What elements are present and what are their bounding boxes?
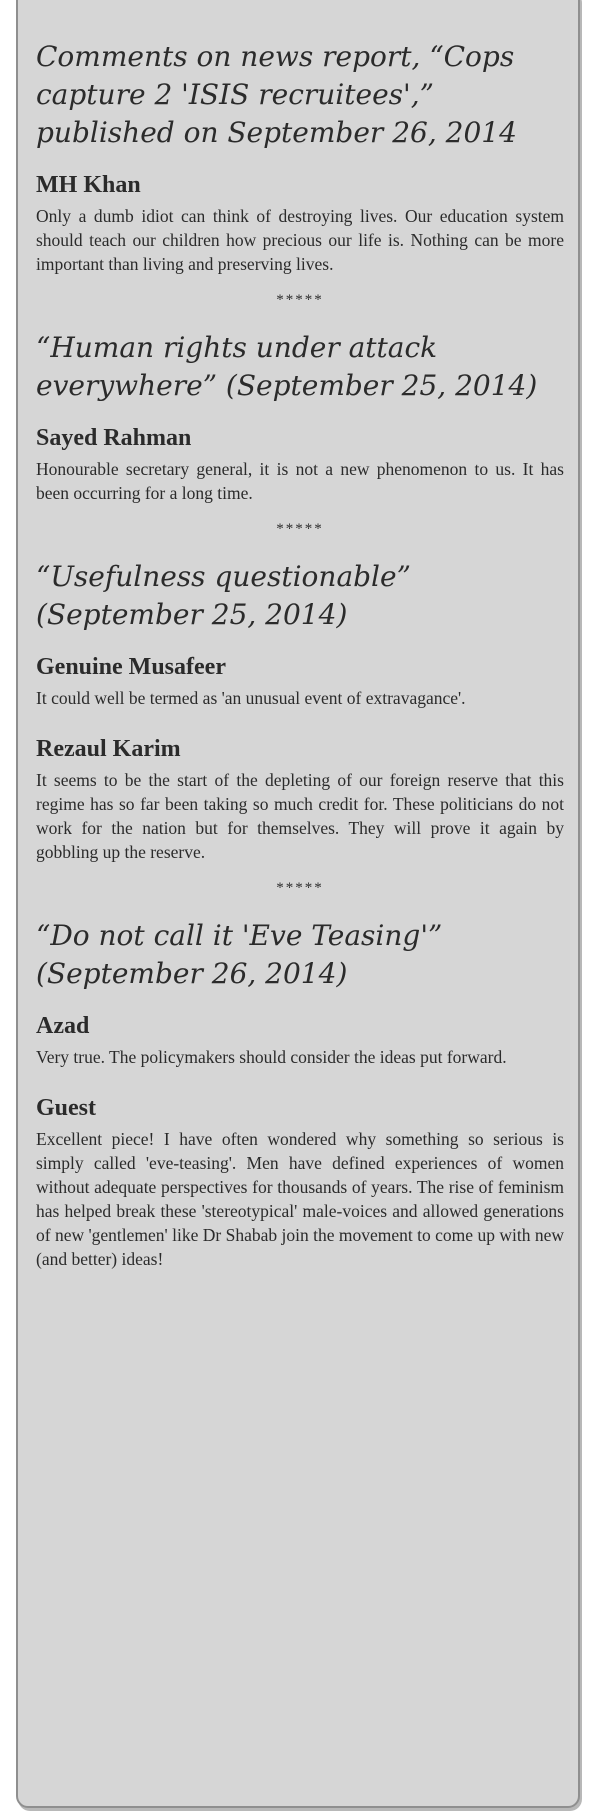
comment-author: Rezaul Karim — [36, 736, 181, 762]
comments-content — [36, 38, 564, 1271]
section-separator: ***** — [276, 880, 324, 896]
comment-author: Sayed Rahman — [36, 425, 192, 451]
comment-item — [36, 1011, 564, 1069]
comment-item — [36, 734, 564, 864]
comment-text: It seems to be the start of the depleting of our foreign reserve that this regime has so far been taking so much credit for. These politicians do not work for the nation but for themselves. They will prove it again by gobbling up the reserve. — [36, 770, 564, 862]
comment-author: Guest — [36, 1095, 96, 1121]
section-title: “Human rights under attack everywhere” (September 25, 2014) — [36, 331, 538, 402]
comment-text: Excellent piece! I have often wondered why something so serious is simply called 'eve-teasing'. Men have defined experiences of women without adequate perspectives for thousands of years. The rise of feminism has helped break these 'stereotypical' male-voices and allowed generations of new 'gentlemen' like Dr Shabab join the movement to come up with new (and better) ideas! — [36, 1129, 564, 1269]
section-title: Comments on news report, “Cops capture 2 'ISIS recruitees',” published on September 26, 2014 — [36, 40, 517, 149]
comment-item — [36, 170, 564, 276]
comment-item — [36, 652, 564, 710]
comment-text: Very true. The policymakers should consider the ideas put forward. — [36, 1047, 507, 1067]
comment-author: Azad — [36, 1013, 90, 1039]
comment-text: Honourable secretary general, it is not a new phenomenon to us. It has been occurring for a long time. — [36, 459, 564, 503]
comment-item — [36, 423, 564, 505]
comment-text: Only a dumb idiot can think of destroying lives. Our education system should teach our children how precious our life is. Nothing can be more important than living and preserving lives. — [36, 206, 564, 274]
section-title: “Do not call it 'Eve Teasing'” (September 26, 2014) — [36, 919, 443, 990]
comment-author: Genuine Musafeer — [36, 654, 226, 680]
comment-text: It could well be termed as 'an unusual event of extravagance'. — [36, 688, 466, 708]
comment-item — [36, 1093, 564, 1271]
section-separator: ***** — [276, 292, 324, 308]
section-separator: ***** — [276, 521, 324, 537]
section-title: “Usefulness questionable” (September 25, 2014) — [36, 560, 411, 631]
comment-author: MH Khan — [36, 172, 141, 198]
